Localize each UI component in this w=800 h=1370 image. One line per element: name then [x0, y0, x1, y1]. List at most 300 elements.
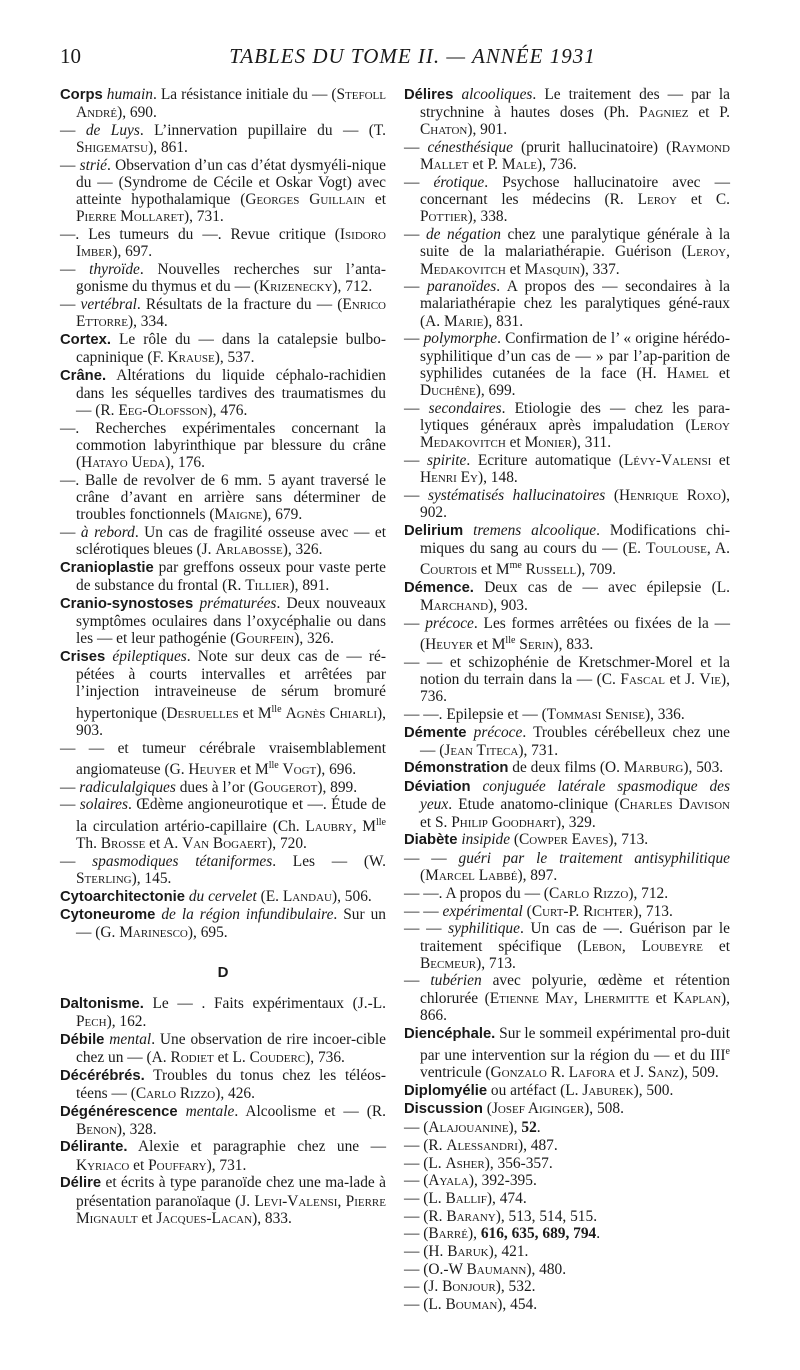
index-entry: [60, 367, 386, 420]
entry-text: Josef Aiginger: [491, 1100, 585, 1118]
entry-text: —: [60, 796, 80, 814]
index-entry: [60, 906, 386, 941]
entry-headword: Démence.: [404, 579, 474, 596]
entry-text: — (: [404, 1119, 429, 1137]
entry-text: Krizenecky: [258, 278, 333, 296]
entry-headword: Cranioplastie: [60, 559, 154, 576]
entry-text: Loubeyre: [641, 937, 703, 955]
entry-text: — —: [404, 849, 459, 867]
entry-text: —: [60, 295, 81, 313]
entry-text: ), 532.: [495, 1278, 536, 1296]
index-entry: [404, 139, 730, 173]
entry-text: ), 901.: [467, 121, 508, 139]
entry-text: [467, 724, 474, 741]
entry-text: Russell: [525, 561, 577, 579]
entry-text: — (R.: [404, 1136, 447, 1154]
index-entry: [60, 595, 386, 648]
entry-text: Courtois: [420, 561, 478, 579]
entry-text: ), 148.: [477, 468, 518, 486]
entry-text: lle: [268, 759, 279, 771]
entry-text: — (L.: [404, 1154, 446, 1172]
entry-text: Vogt: [282, 760, 317, 778]
entry-text: Raymond Mallet: [420, 139, 730, 174]
entry-text: . Modifications chi-miques du sang au cours du — (E.: [420, 521, 730, 557]
entry-headword: Crises: [60, 649, 106, 665]
entry-text: et: [505, 260, 525, 278]
entry-text: Gougerot: [253, 778, 318, 796]
index-entry: [404, 903, 730, 920]
entry-text: ), 713.: [633, 902, 673, 920]
entry-text: (prurit hallucinatoire) (: [512, 139, 672, 157]
entry-text: Pottier: [420, 208, 468, 226]
entry-text: —: [404, 139, 428, 157]
entry-text: ), 145.: [131, 869, 172, 887]
index-entry: [60, 524, 386, 558]
entry-text: Krause: [167, 349, 215, 367]
entry-text: Agnès Chiarli: [285, 704, 378, 722]
entry-text: Jacques-Lacan: [156, 1209, 253, 1227]
entry-text: —: [60, 261, 90, 279]
entry-text: paranoïdes: [426, 278, 497, 296]
index-entry: [404, 86, 730, 139]
entry-text: —: [404, 486, 428, 504]
index-entry: [404, 1261, 730, 1278]
entry-text: Leroy: [637, 191, 677, 209]
entry-text: dues à l’or (: [175, 778, 254, 796]
entry-text: me: [509, 559, 522, 571]
entry-text: Tillier: [245, 577, 290, 595]
entry-text: et J.: [665, 670, 700, 688]
entry-text: et: [649, 989, 674, 1007]
entry-text: Van Bogaert: [182, 834, 268, 852]
entry-text: Marie: [443, 312, 484, 330]
entry-text: —: [404, 399, 429, 417]
entry-text: . Un cas de —. Guérison par le traitement spécifique (: [420, 920, 730, 955]
entry-headword: Diabète: [404, 832, 458, 849]
entry-text: ),: [508, 1119, 522, 1137]
entry-text: ou artéfact (L.: [487, 1081, 583, 1099]
entry-text: Enrico Ettorre: [76, 295, 386, 331]
entry-text: —: [404, 614, 426, 632]
entry-text: 52: [521, 1119, 537, 1137]
entry-text: Heuyer: [188, 760, 237, 778]
entry-text: Charles Davison: [619, 796, 730, 814]
entry-text: Tommasi Senise: [546, 705, 645, 723]
entry-text: Marchand: [420, 597, 489, 615]
entry-headword: Délirante.: [60, 1139, 128, 1156]
entry-text: et A.: [145, 834, 183, 852]
entry-text: ), 709.: [576, 561, 617, 579]
entry-text: polymorphe: [423, 330, 498, 348]
entry-text: —. Recherches expérimentales concernant la commotion labyrinthique par blessure du crâne (: [60, 419, 386, 472]
entry-text: Sanz: [647, 1064, 680, 1082]
index-entry: [60, 779, 386, 796]
entry-text: Duchêne: [420, 381, 476, 399]
entry-text: Leroy Medakovitch: [420, 416, 730, 452]
entry-text: et S.: [420, 813, 452, 831]
entry-text: radiculalgiques: [79, 778, 176, 796]
entry-text: .: [536, 1119, 541, 1137]
entry-text: . Etiologie des — chez les para-lytiques généraux après impaludation (: [420, 399, 730, 434]
entry-text: Heuyer: [425, 636, 473, 654]
index-entry: [60, 559, 386, 594]
entry-text: et P.: [468, 156, 502, 174]
entry-text: ), 326.: [294, 630, 334, 648]
entry-text: de négation: [425, 226, 501, 244]
entry-text: Sterling: [76, 869, 132, 887]
entry-text: ), 487.: [517, 1136, 558, 1154]
entry-text: . Deux nouveaux symptômes oculaires dans l’oxycéphalie ou dans les — et leur pathogénie (: [76, 594, 386, 648]
index-entry: [404, 1278, 730, 1295]
entry-text: ), 176.: [165, 454, 205, 472]
entry-headword: Diplomyélie: [404, 1082, 488, 1099]
index-entry: [404, 654, 730, 706]
entry-text: et J.: [615, 1064, 648, 1082]
entry-text: de Luys: [85, 121, 140, 139]
entry-text: — —: [404, 902, 443, 920]
entry-text: Philip Goodhart: [451, 813, 556, 831]
entry-text: Brosse: [100, 834, 146, 852]
index-entry: [404, 1225, 730, 1242]
entry-text: ), 454.: [497, 1296, 538, 1314]
entry-text: . Note sur deux cas de — ré-pétées à courts intervalles et arrêtées par l’injection intraveineuse de sérum bromuré hypertonique (: [76, 648, 386, 722]
entry-text: précoce: [473, 723, 523, 741]
index-entry: [60, 472, 386, 524]
entry-text: —: [404, 972, 431, 990]
index-entry: [404, 1172, 730, 1189]
entry-text: lle: [505, 634, 516, 646]
entry-text: . Psychose hallucinatoire avec — concernant les médecins (R.: [420, 174, 730, 209]
entry-text: insipide: [461, 831, 511, 849]
entry-text: Sur le sommeil expérimental pro-duit par une intervention sur la région du — et du III: [420, 1024, 730, 1064]
index-entry: [404, 972, 730, 1024]
entry-text: Henrique Roxo: [618, 486, 722, 504]
index-entry: [60, 1067, 386, 1102]
entry-text: avec polyurie, œdème et rétention chlorurée (: [420, 972, 730, 1007]
entry-text: —. Balle de revolver de 6 mm. 5 ayant traversé le crâne d’avant en arrière sans déterminer de troubles fonctionnels (: [60, 471, 386, 524]
entry-text: . Une observation de rire incoer-cible chez un — (A.: [76, 1030, 386, 1066]
index-entry: [60, 740, 386, 779]
entry-text: et écrits à type paranoïde chez une ma-lade à présentation paranoïaque (J.: [76, 1174, 386, 1210]
entry-text: ), 891.: [289, 577, 330, 595]
entry-text: Barany: [446, 1207, 496, 1225]
entry-text: Alajouanine: [428, 1119, 509, 1137]
entry-text: ), 902.: [420, 486, 730, 521]
entry-text: Troubles du tonus chez les téléos-téens — (: [76, 1066, 386, 1102]
entry-text: Alessandri: [446, 1136, 518, 1154]
entry-text: et: [137, 1209, 157, 1227]
entry-text: lle: [271, 703, 282, 715]
entry-text: ), 833.: [252, 1209, 292, 1227]
entry-text: .: [596, 1225, 601, 1243]
entry-text: [471, 778, 483, 795]
entry-text: Leroy: [686, 243, 727, 261]
entry-text: Deux cas de — avec épilepsie (L.: [473, 578, 730, 596]
entry-text: et M: [238, 704, 272, 722]
index-entry: [404, 615, 730, 654]
index-entry: [404, 330, 730, 399]
entry-text: —: [60, 852, 93, 870]
entry-text: Etienne May: [489, 989, 574, 1007]
entry-text: Th.: [76, 834, 101, 852]
entry-text: et: [364, 191, 386, 209]
entry-text: prématurées: [199, 594, 277, 612]
entry-text: (: [605, 486, 619, 504]
entry-text: — —: [404, 920, 449, 938]
entry-text: (: [420, 867, 426, 885]
entry-text: à rebord: [80, 524, 135, 542]
entry-text: tremens alcoolique: [473, 521, 597, 539]
entry-text: alcooliques: [461, 86, 533, 103]
entry-text: et M: [472, 636, 506, 654]
entry-text: ventricule (: [420, 1064, 491, 1082]
entry-text: et M: [236, 760, 269, 778]
entry-text: — —. A propos du — (: [404, 884, 549, 902]
index-entry: [60, 1138, 386, 1173]
entry-text: — (: [404, 1172, 429, 1190]
entry-text: Bouman: [445, 1296, 498, 1314]
entry-text: secondaires: [428, 399, 502, 417]
index-entry: [404, 778, 730, 831]
entry-text: —: [404, 330, 424, 348]
entry-text: —. Les tumeurs du —. Revue critique (: [60, 226, 340, 244]
entry-text: . Un cas de fragilité osseuse avec — et sclérotiques bleues (J.: [76, 524, 386, 559]
entry-text: ,: [726, 243, 730, 261]
entry-text: ), 695.: [187, 924, 228, 942]
entry-text: ), 712.: [332, 278, 373, 296]
entry-text: (: [522, 902, 532, 920]
entry-text: — — et tumeur cérébrale vraisemblablement angiomateuse (G.: [60, 739, 386, 778]
entry-text: — (L.: [404, 1189, 446, 1207]
index-entry: [404, 226, 730, 278]
entry-text: ), 356-357.: [484, 1154, 553, 1172]
entry-text: — (L.: [404, 1296, 446, 1314]
index-entry: [60, 157, 386, 226]
entry-headword: Diencéphale.: [404, 1025, 496, 1042]
entry-text: Medakovitch: [420, 260, 506, 278]
index-entry: [404, 920, 730, 972]
entry-text: Henri Ey: [420, 468, 478, 486]
entry-text: et: [505, 434, 525, 452]
index-entry: [404, 1082, 730, 1100]
entry-text: humain: [106, 86, 153, 103]
entry-text: et P.: [688, 104, 730, 122]
entry-text: ), 506.: [331, 887, 372, 905]
index-entry: [404, 1155, 730, 1172]
entry-text: chez une paralytique générale à la suite de la malariathérapie. Guérison (: [420, 226, 731, 261]
entry-text: ), 696.: [316, 760, 357, 778]
entry-text: solaires: [79, 796, 128, 814]
entry-text: . A propos des — secondaires à la malariathérapie chez les paralytiques géné-raux (A.: [420, 278, 730, 330]
entry-text: —: [60, 121, 86, 139]
entry-text: Marburg: [623, 759, 684, 777]
entry-text: de la région infundibulaire: [161, 906, 334, 924]
entry-text: 616, 635, 689, 794: [480, 1225, 597, 1243]
entry-text: ,: [621, 937, 642, 955]
entry-headword: Corps: [60, 87, 103, 103]
index-entry: [60, 1031, 386, 1066]
entry-text: ), 731.: [518, 741, 559, 759]
entry-text: ), 736.: [536, 156, 577, 174]
index-entry: [404, 1119, 730, 1136]
entry-text: Pech: [76, 1013, 107, 1031]
entry-text: ), 731.: [206, 1156, 247, 1174]
entry-text: . Alcoolisme et — (R.: [234, 1102, 386, 1120]
entry-text: et L.: [213, 1048, 250, 1066]
entry-text: Ballif: [445, 1189, 487, 1207]
entry-text: . Confirmation de l’ « origine hérédo-syphilitique d’un cas de — » par l’ap-parition de syphilides cutanées de la face (H.: [420, 330, 730, 382]
entry-text: Maigne: [214, 506, 263, 524]
entry-text: ), 500.: [633, 1081, 674, 1099]
entry-text: Monier: [524, 434, 572, 452]
index-column-right: [404, 86, 730, 1314]
entry-text: ), 509.: [679, 1064, 719, 1082]
entry-headword: Déviation: [404, 779, 471, 796]
entry-text: lle: [376, 816, 386, 828]
index-entry: [404, 1137, 730, 1154]
page-header: [60, 44, 765, 74]
entry-text: et: [702, 937, 730, 955]
index-entry: [404, 1296, 730, 1313]
entry-text: ), 903.: [76, 704, 386, 739]
entry-text: (E.: [256, 887, 283, 905]
entry-text: Carlo Rizzo: [135, 1084, 216, 1102]
index-entry: [60, 1103, 386, 1138]
entry-headword: Cytoarchitectonie: [60, 888, 185, 905]
entry-text: précoce: [425, 614, 474, 632]
entry-text: ), 336.: [644, 705, 685, 723]
entry-text: ), 329.: [555, 813, 596, 831]
entry-text: Carlo Rizzo: [548, 884, 629, 902]
entry-text: ), 337.: [579, 260, 620, 278]
index-entry: [60, 420, 386, 472]
index-entry: [404, 1208, 730, 1225]
entry-text: ), 731.: [183, 208, 224, 226]
entry-text: . L’innervation pupillaire du — (T.: [139, 121, 386, 139]
entry-headword: Delirium: [404, 522, 464, 539]
index-entry: [404, 1025, 730, 1082]
entry-text: [178, 1103, 186, 1120]
entry-text: ), 697.: [112, 243, 153, 261]
entry-text: Fascal: [620, 670, 666, 688]
entry-text: —: [60, 778, 80, 796]
entry-text: . Le traitement des — par la strychnine à hautes doses (Ph.: [420, 86, 730, 122]
entry-text: spirite: [427, 451, 467, 469]
entry-text: Hatayo Ueda: [81, 454, 166, 472]
entry-text: Jaburek: [582, 1081, 634, 1099]
entry-text: ), 480.: [526, 1260, 567, 1278]
entry-text: ),: [467, 1225, 481, 1243]
index-entry: [404, 724, 730, 759]
entry-text: Stefoll André: [76, 86, 386, 122]
entry-text: ), 833.: [553, 636, 594, 654]
entry-text: . Nouvelles recherches sur l’anta-gonisme du thymus et du — (: [76, 261, 386, 296]
index-entry: [60, 261, 386, 295]
entry-text: ), 713.: [476, 954, 516, 972]
entry-text: Hamel: [666, 364, 709, 382]
entry-headword: Cortex.: [60, 331, 111, 348]
entry-text: et C.: [676, 191, 730, 209]
entry-text: ), 720.: [267, 834, 307, 852]
entry-text: ), 712.: [628, 884, 669, 902]
entry-text: ), 162.: [106, 1013, 147, 1031]
entry-headword: Discussion: [404, 1101, 483, 1118]
entry-text: Gonzalo R. Lafora: [490, 1064, 616, 1082]
entry-text: Bonjour: [442, 1278, 496, 1296]
entry-text: Toulouse: [646, 539, 707, 557]
entry-text: Pouffary: [148, 1156, 207, 1174]
entry-text: , M: [352, 817, 376, 835]
entry-text: Kaplan: [673, 989, 721, 1007]
index-entry: [60, 648, 386, 739]
entry-headword: Délires: [404, 87, 454, 103]
entry-text: Benon: [76, 1120, 117, 1138]
entry-text: Pierre Mignault: [76, 1192, 386, 1227]
entry-text: mentale: [185, 1102, 235, 1120]
entry-text: Baumann: [466, 1260, 527, 1278]
entry-text: expérimental: [442, 902, 523, 920]
entry-text: Alexie et paragraphie chez une —: [127, 1138, 386, 1156]
entry-text: Vie: [699, 670, 722, 688]
entry-text: syphilitique: [448, 920, 520, 938]
page-number: 10: [60, 44, 81, 68]
index-entry: [60, 86, 386, 121]
index-entry: [60, 995, 386, 1030]
entry-text: ), 897.: [517, 867, 558, 885]
entry-text: ), 699.: [475, 381, 516, 399]
entry-text: Jean Titeca: [444, 741, 519, 759]
index-entry: [60, 1174, 386, 1227]
entry-headword: Décérébrés.: [60, 1067, 145, 1084]
entry-text: ), 326.: [282, 541, 323, 559]
index-column-left: [60, 86, 386, 1227]
entry-text: et M: [477, 561, 510, 579]
entry-text: et: [129, 1156, 149, 1174]
entry-text: Kyriaco: [76, 1156, 130, 1174]
entry-text: . Ecriture automatique (: [466, 451, 624, 469]
entry-text: Arlabosse: [215, 541, 283, 559]
entry-headword: Crâne.: [60, 367, 107, 384]
entry-text: conjuguée latérale spasmodique des yeux: [420, 778, 730, 814]
entry-text: de deux films (O.: [508, 759, 624, 777]
entry-text: ), 713.: [608, 831, 649, 849]
entry-text: Desruelles: [166, 704, 239, 722]
entry-text: Landau: [282, 887, 332, 905]
entry-headword: Délire: [60, 1175, 102, 1192]
entry-text: Ayala: [428, 1172, 469, 1190]
entry-text: mental: [109, 1030, 152, 1048]
entry-text: ), 831.: [483, 312, 524, 330]
index-entry: [404, 759, 730, 777]
entry-text: ), 334.: [127, 313, 168, 331]
entry-text: érotique: [433, 174, 485, 192]
entry-headword: Cytoneurome: [60, 907, 156, 924]
entry-text: [463, 522, 473, 539]
entry-text: Pierre Mollaret: [76, 208, 184, 226]
entry-text: et: [711, 451, 730, 469]
entry-text: Le — . Faits expérimentaux (J.-L.: [143, 994, 386, 1012]
entry-text: Cowper Eaves: [519, 831, 609, 849]
entry-text: ), 537.: [214, 349, 255, 367]
entry-text: Couderc: [249, 1048, 306, 1066]
entry-text: —: [404, 226, 426, 244]
entry-text: ), 861.: [148, 139, 188, 157]
entry-text: guéri par le traitement antisyphilitique: [458, 849, 730, 867]
entry-headword: Démonstration: [404, 760, 509, 777]
entry-text: —: [404, 174, 434, 192]
index-entry: [404, 452, 730, 486]
index-entry: [404, 487, 730, 521]
